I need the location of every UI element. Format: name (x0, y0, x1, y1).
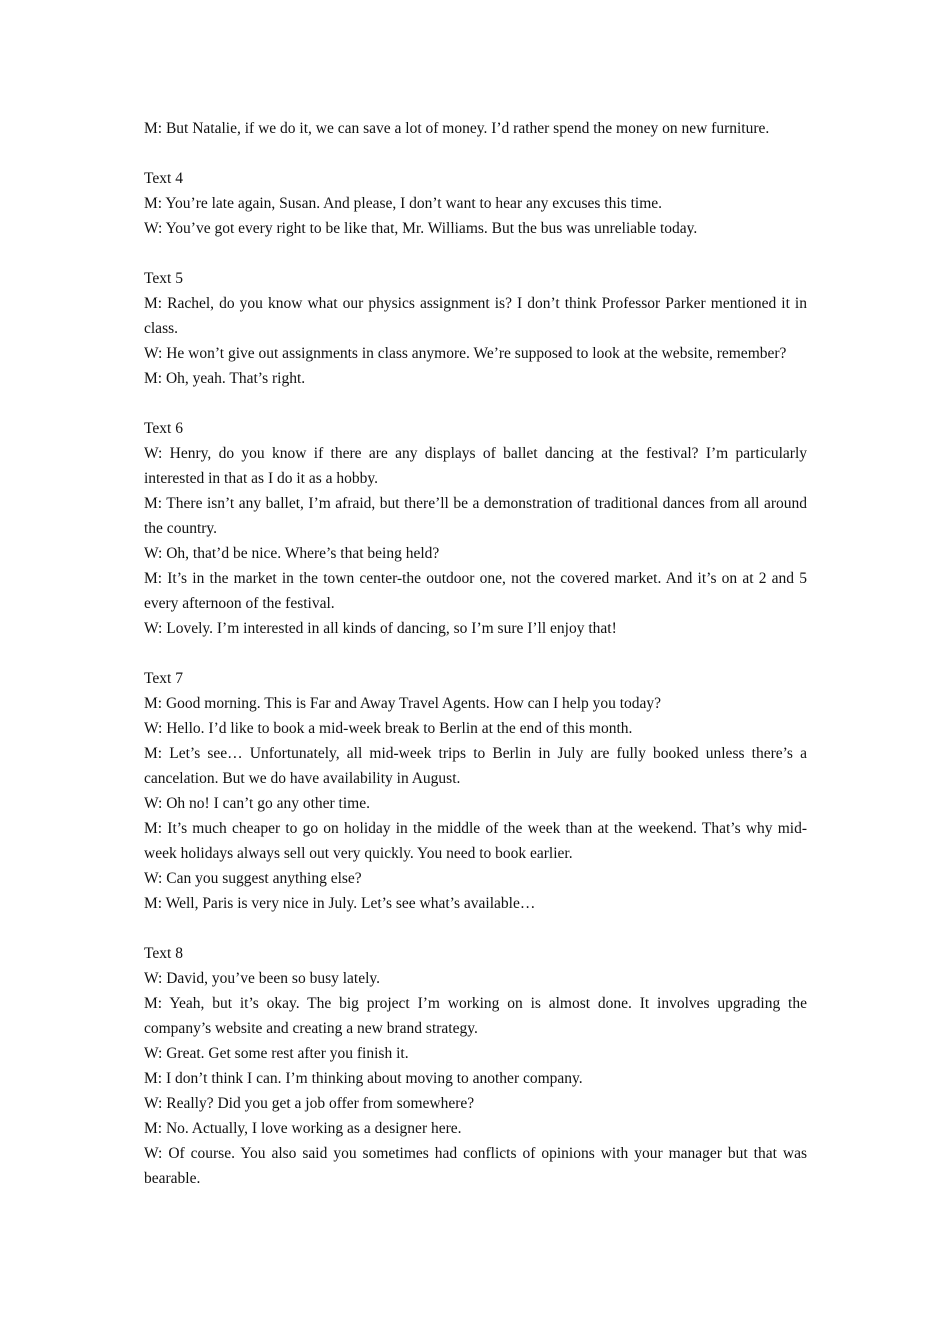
dialogue-line: W: Can you suggest anything else? (144, 870, 362, 887)
document-page (144, 116, 807, 1216)
section-heading: Text 8 (144, 945, 183, 962)
dialogue-line: M: No. Actually, I love working as a designer here. (144, 1120, 462, 1137)
dialogue-line: M: You’re late again, Susan. And please, I don’t want to hear any excuses this time. (144, 195, 663, 212)
dialogue-line: W: Really? Did you get a job offer from somewhere? (144, 1095, 475, 1112)
dialogue-line: M: It’s in the market in the town center-the outdoor one, not the covered market. And it’s on at 2 and 5 every afternoon of the festival. (144, 570, 807, 612)
section-heading: Text 5 (144, 270, 183, 287)
intro-block (144, 116, 807, 141)
dialogue-line: M: Rachel, do you know what our physics assignment is? I don’t think Professor Parker mentioned it in class. (144, 295, 807, 337)
dialogue-line: W: Henry, do you know if there are any displays of ballet dancing at the festival? I’m particularly interested in that as I do it as a hobby. (144, 445, 807, 487)
text-8-block (144, 941, 807, 1191)
dialogue-line: W: David, you’ve been so busy lately. (144, 970, 381, 987)
dialogue-line: W: Oh no! I can’t go any other time. (144, 795, 370, 812)
dialogue-line: M: Let’s see… Unfortunately, all mid-week trips to Berlin in July are fully booked unless there’s a cancelation. But we do have availability in August. (144, 745, 807, 787)
dialogue-line: W: Of course. You also said you sometimes had conflicts of opinions with your manager but that was bearable. (144, 1145, 807, 1187)
dialogue-line: W: You’ve got every right to be like that, Mr. Williams. But the bus was unreliable today. (144, 220, 698, 237)
dialogue-line: W: Great. Get some rest after you finish it. (144, 1045, 409, 1062)
dialogue-line: W: Hello. I’d like to book a mid-week break to Berlin at the end of this month. (144, 720, 633, 737)
dialogue-line: M: Yeah, but it’s okay. The big project I’m working on is almost done. It involves upgrading the company’s website and creating a new brand strategy. (144, 995, 807, 1037)
text-6-block (144, 416, 807, 641)
dialogue-line: M: Well, Paris is very nice in July. Let’s see what’s available… (144, 895, 536, 912)
dialogue-line: M: But Natalie, if we do it, we can save a lot of money. I’d rather spend the money on new furniture. (144, 120, 770, 137)
dialogue-line: W: Lovely. I’m interested in all kinds of dancing, so I’m sure I’ll enjoy that! (144, 620, 617, 637)
dialogue-line: W: He won’t give out assignments in class anymore. We’re supposed to look at the website, remember? (144, 345, 787, 362)
text-4-block (144, 166, 807, 241)
dialogue-line: M: Oh, yeah. That’s right. (144, 370, 306, 387)
dialogue-line: M: Good morning. This is Far and Away Travel Agents. How can I help you today? (144, 695, 662, 712)
dialogue-line: M: It’s much cheaper to go on holiday in the middle of the week than at the weekend. That’s why mid-week holidays always sell out very quickly. You need to book earlier. (144, 820, 807, 862)
dialogue-line: M: I don’t think I can. I’m thinking about moving to another company. (144, 1070, 583, 1087)
text-5-block (144, 266, 807, 391)
text-7-block (144, 666, 807, 916)
dialogue-line: M: There isn’t any ballet, I’m afraid, but there’ll be a demonstration of traditional dances from all around the country. (144, 495, 807, 537)
section-heading: Text 7 (144, 670, 183, 687)
dialogue-line: W: Oh, that’d be nice. Where’s that being held? (144, 545, 440, 562)
section-heading: Text 6 (144, 420, 183, 437)
section-heading: Text 4 (144, 170, 183, 187)
